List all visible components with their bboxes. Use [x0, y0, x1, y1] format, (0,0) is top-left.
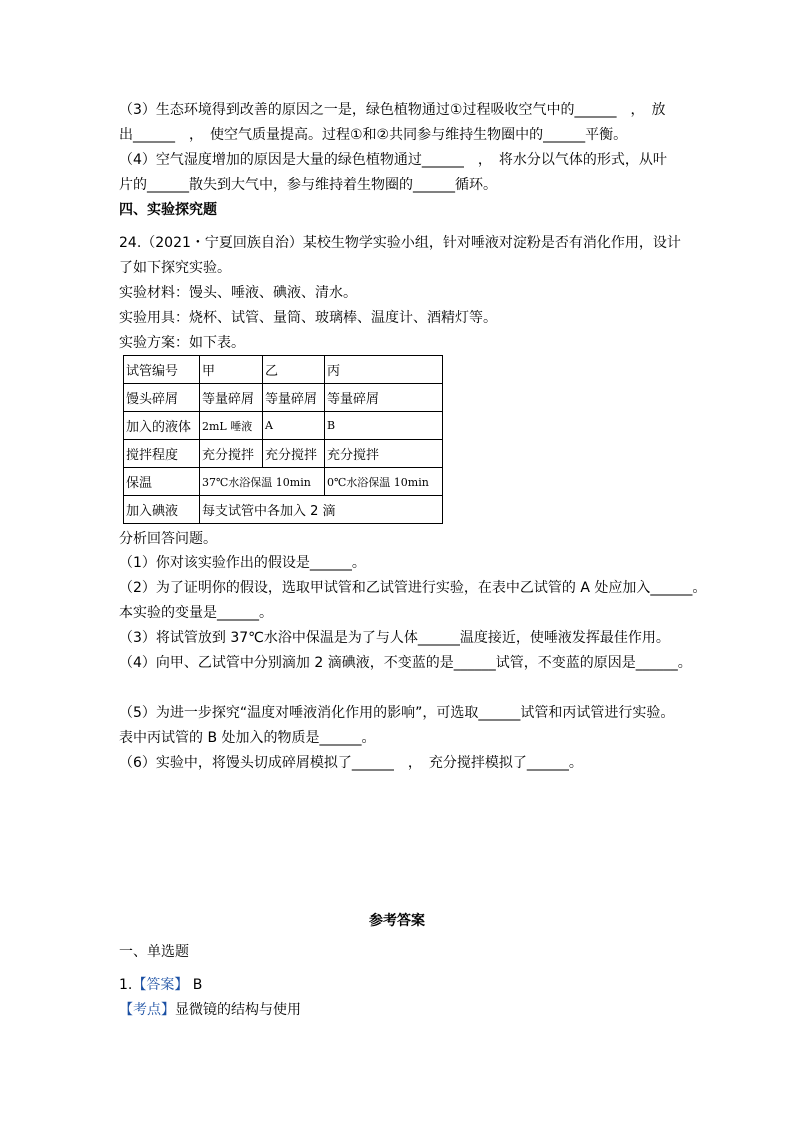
table-cell: 加入的液体 [124, 412, 200, 440]
table-cell: 乙 [263, 356, 325, 384]
table-row [124, 468, 443, 496]
q23-part4-line1: （4）空气湿度增加的原因是大量的绿色植物通过______ ， 将水分以气体的形式，从叶 [119, 152, 667, 168]
q24-intro-line1: 24.（2021・宁夏回族自治）某校生物学实验小组，针对唾液对淀粉是否有消化作用，设计 [119, 235, 681, 251]
q24-sub6: （6）实验中，将馒头切成碎屑模拟了______ ， 充分搅拌模拟了______。 [119, 755, 583, 771]
topic-text: 显微镜的结构与使用 [175, 1002, 301, 1018]
answer-1 [119, 976, 202, 994]
q24-sub1: （1）你对该实验作出的假设是______。 [119, 555, 366, 571]
table-row [124, 496, 443, 524]
table-cell: 加入碘液 [124, 496, 200, 524]
section-title-experiment: 四、实验探究题 [119, 202, 217, 218]
table-cell: 每支试管中各加入 2 滴 [200, 496, 443, 524]
q24-sub2-line2: 本实验的变量是______。 [119, 605, 273, 621]
table-cell: 充分搅拌 [200, 440, 263, 468]
q23-part4-line2: 片的______散失到大气中，参与维持着生物圈的______循环。 [119, 177, 497, 193]
table-cell: A [263, 412, 325, 440]
table-cell: 等量碎屑 [325, 384, 443, 412]
answer-number: 1. [119, 977, 133, 993]
table-cell: 2mL 唾液 [200, 412, 263, 440]
answer-value: B [188, 977, 203, 993]
table-cell: 等量碎屑 [200, 384, 263, 412]
table-row [124, 384, 443, 412]
q24-analyze: 分析回答问题。 [119, 531, 217, 547]
table-cell: 充分搅拌 [325, 440, 443, 468]
q24-intro-line2: 了如下探究实验。 [119, 260, 231, 276]
q24-plan: 实验方案：如下表。 [119, 335, 245, 351]
q24-sub5-line2: 表中丙试管的 B 处加入的物质是______。 [119, 730, 376, 746]
table-cell: 等量碎屑 [263, 384, 325, 412]
table-cell: 甲 [200, 356, 263, 384]
answer-tag: 【答案】 [132, 977, 189, 993]
table-cell: 搅拌程度 [124, 440, 200, 468]
q24-tools: 实验用具：烧杯、试管、量筒、玻璃棒、温度计、酒精灯等。 [119, 310, 497, 326]
table-cell: 丙 [325, 356, 443, 384]
answer-1-topic [119, 1001, 301, 1019]
q24-sub4: （4）向甲、乙试管中分别滴加 2 滴碘液，不变蓝的是______试管，不变蓝的原因是______。 [119, 655, 692, 671]
experiment-table [123, 355, 443, 524]
table-cell: 馒头碎屑 [124, 384, 200, 412]
table-cell: B [325, 412, 443, 440]
table-cell: 试管编号 [124, 356, 200, 384]
topic-tag: 【考点】 [119, 1002, 175, 1018]
q23-part3-line2: 出______ ， 使空气质量提高。过程①和②共同参与维持生物圈中的______平衡。 [119, 127, 628, 143]
table-cell: 保温 [124, 468, 200, 496]
table-row [124, 440, 443, 468]
table-row [124, 356, 443, 384]
table-row [124, 412, 443, 440]
q24-sub5-line1: （5）为进一步探究“温度对唾液消化作用的影响”，可选取______试管和丙试管进行实验。 [119, 705, 675, 721]
table-cell: 37℃水浴保温 10min [200, 468, 325, 496]
table-cell: 0℃水浴保温 10min [325, 468, 443, 496]
answers-title: 参考答案 [369, 913, 425, 929]
q24-sub2-line1: （2）为了证明你的假设，选取甲试管和乙试管进行实验，在表中乙试管的 A 处应加入______。 [119, 580, 707, 596]
table-cell: 充分搅拌 [263, 440, 325, 468]
answers-section-single-choice: 一、单选题 [119, 944, 189, 960]
q23-part3-line1: （3）生态环境得到改善的原因之一是，绿色植物通过①过程吸收空气中的______ ， 放 [119, 102, 666, 118]
q24-materials: 实验材料：馒头、唾液、碘液、清水。 [119, 285, 357, 301]
q24-sub3: （3）将试管放到 37℃水浴中保温是为了与人体______温度接近，使唾液发挥最佳作用。 [119, 630, 670, 646]
